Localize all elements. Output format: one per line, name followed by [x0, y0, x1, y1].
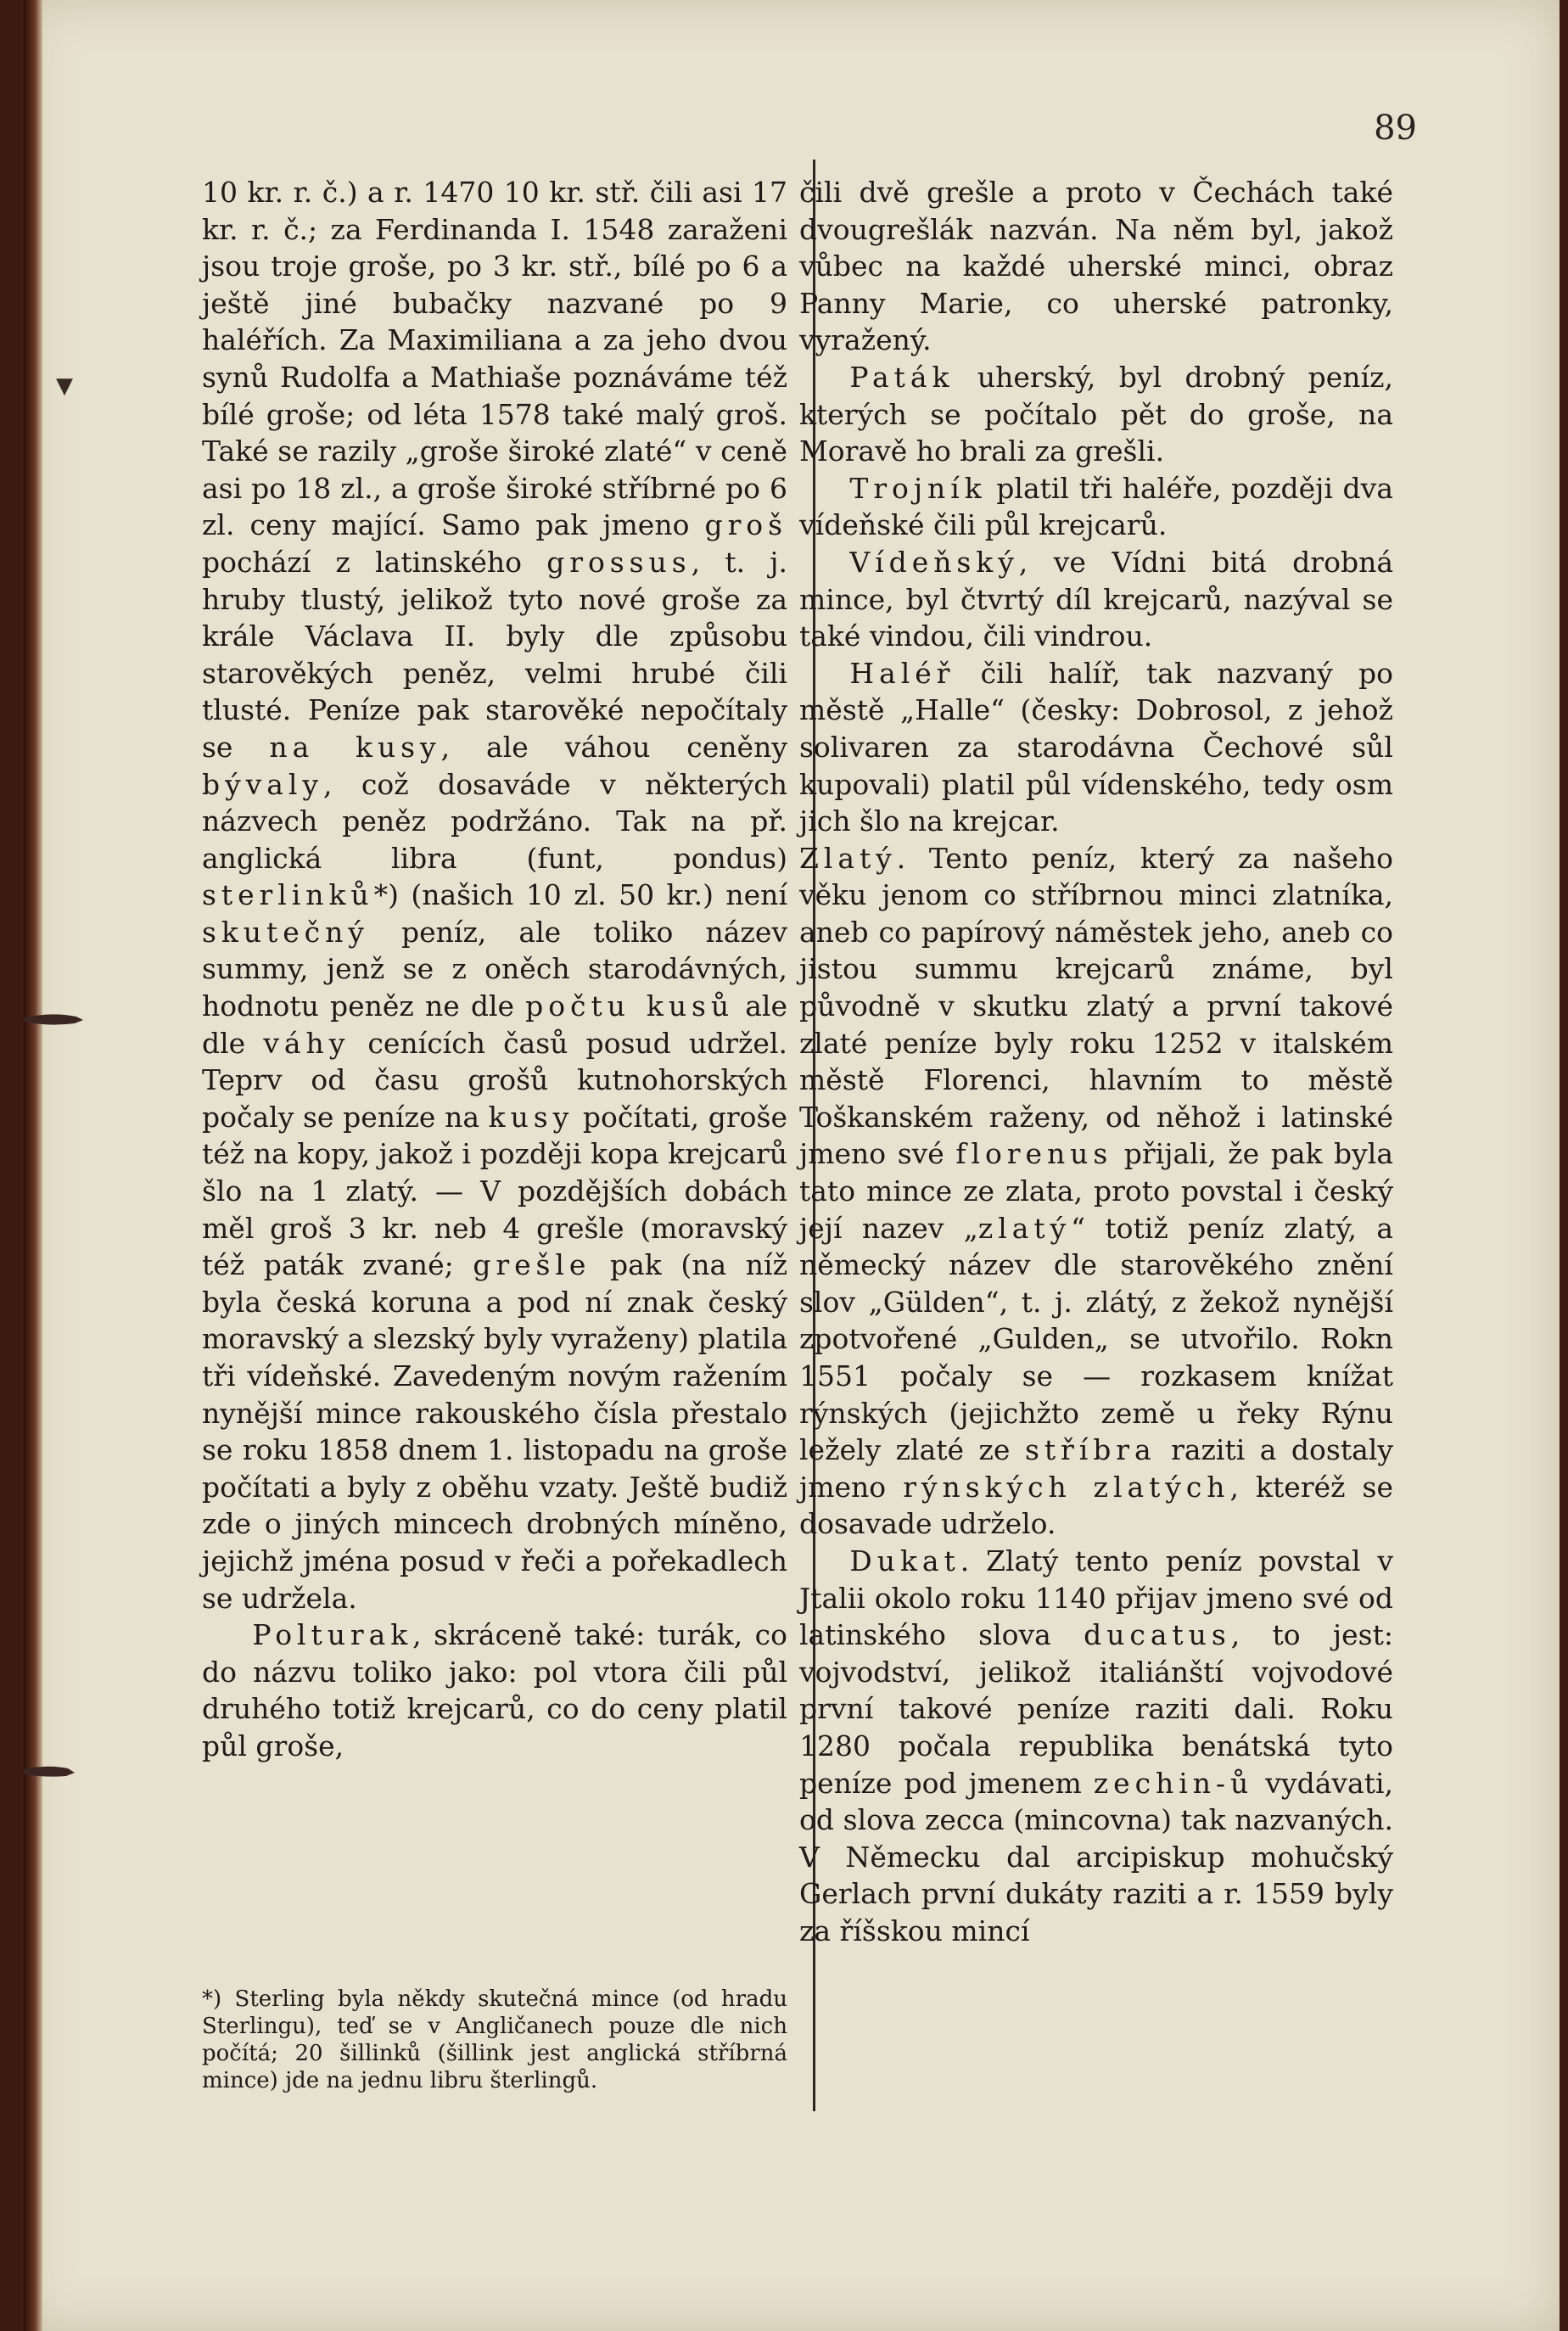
text-run: , t. j. hruby tlustý, jelikož tyto nové groše za krále Václava II. byly dle způsobu starověkých peněz, velmi hrubé čili tlusté. Peníze pak starověké nepočítaly se — [202, 545, 787, 764]
spaced-term: rýnských zlatých — [903, 1470, 1230, 1504]
text-run: , ve Vídni bitá drobná mince, byl čtvrtý díl krejcarů, nazýval se také vindou, čili vindrou. — [799, 545, 1393, 653]
text-run: . Tento peníz, který za našeho věku jenom co stříbrnou minci zlatníka, aneb co papírový náměstek jeho, aneb co jistou summu krejcarů známe, byl původně v skutku zlatý a první takové zlaté peníze byly roku 1252 v italském městě Florenci, hlavním to městě Toškanském raženy, od něhož i latinské jmeno své — [799, 841, 1393, 1171]
text-run: . Zlatý tento peníz povstal v Jtalii okolo roku 1140 přijav jmeno své od latinského slova — [799, 1544, 1393, 1652]
text-run: počítati, groše též na kopy, jakož i později kopa krejcarů šlo na 1 zlatý. — V pozdějších dobách měl groš 3 kr. neb 4 grešle (moravský též paták zvané; — [202, 1100, 787, 1282]
text-run: pak (na níž byla česká koruna a pod ní znak český moravský a slezský byly vyraženy) platila tři vídeňské. Zavedeným novým ražením nynější mince rakouského čísla přestalo se roku 1858 dnem 1. listopadu na groše počítati a byly z oběhu vzaty. Ještě budiž zde o jiných mincech drobných míněno, jejichž jména posud v řeči a pořekadlech se udržela. — [202, 1248, 787, 1615]
text-run: čili halíř, tak nazvaný po městě „Halle“ (česky: Dobrosol, z jehož solivaren za starodávna Čechové sůl kupovali) platil půl vídenského, tedy osm jich šlo na krejcar. — [799, 656, 1393, 838]
paragraph — [799, 470, 1393, 544]
spaced-term: skutečný — [202, 915, 369, 949]
page-edge-mark — [24, 1010, 83, 1028]
spaced-term: Vídeňský — [849, 545, 1019, 579]
paragraph — [799, 840, 1393, 1543]
spaced-term: na kusy — [269, 730, 441, 764]
spaced-term: Paták — [849, 360, 955, 394]
spaced-term: Zlatý — [799, 841, 897, 875]
text-run: platil tři haléře, později dva vídeňské čili půl krejcarů. — [799, 471, 1393, 542]
paragraph — [799, 359, 1393, 470]
spaced-term: ducatus — [1084, 1618, 1231, 1652]
page-edge-mark — [24, 1761, 75, 1781]
spaced-term: grossus — [546, 545, 692, 579]
paragraph — [799, 1543, 1393, 1950]
text-run: *) (našich 10 zl. 50 kr.) není — [373, 878, 787, 912]
paragraph — [202, 174, 787, 1617]
spaced-term: počtu kusů — [525, 989, 735, 1023]
paragraph — [799, 174, 1393, 359]
book-page — [24, 0, 1560, 2331]
paragraph — [799, 655, 1393, 840]
text-run: vydávati, od slova zecca (mincovna) tak nazvaných. V Německu dal arcipiskup mohučský Gerlach první dukáty raziti a r. 1559 byly za říšskou mincí — [799, 1766, 1393, 1947]
page-number: 89 — [1374, 109, 1417, 148]
text-run: , skráceně také: turák, co do názvu toliko jako: pol vtora čili půl druhého totiž krejcarů, co do ceny platil půl groše, — [202, 1618, 787, 1762]
text-run: uherský, byl drobný peníz, kterých se počítalo pět do groše, na Moravě ho brali za grešli. — [799, 360, 1393, 468]
spaced-term: sterlinků — [202, 878, 374, 912]
right-text-column — [799, 174, 1393, 1950]
spaced-term: grešle — [473, 1248, 591, 1282]
spaced-term: zlatý — [977, 1211, 1072, 1245]
text-run: pochází z latinského — [202, 545, 547, 579]
text-run: přijali, že pak byla tato mince ze zlata, proto povstal i český její nazev „ — [799, 1137, 1394, 1245]
text-run: raziti a dostaly jmeno — [799, 1433, 1393, 1504]
spaced-term: Haléř — [849, 656, 955, 690]
spaced-term: zechin-ů — [1093, 1766, 1254, 1800]
spaced-term: kusy — [488, 1100, 574, 1134]
spaced-term: Polturak — [252, 1618, 413, 1652]
text-run: , což dosaváde v některých názvech peněz podržáno. Tak na př. anglická libra (funt, pondus) — [202, 767, 787, 875]
text-run: 10 kr. r. č.) a r. 1470 10 kr. stř. čili asi 17 kr. r. č.; za Ferdinanda I. 1548 zaraženi jsou troje groše, po 3 kr. stř., bílé po 6 a ještě jiné bubačky nazvané po 9 haléřích. Za Maximiliana a za jeho dvou synů Rudolfa a Mathiaše poznáváme též bílé groše; od léta 1578 také malý groš. Také se razily „groše široké zlaté“ v ceně asi po 18 zl., a groše široké stříbrné po 6 zl. ceny mající. Samo pak jmeno — [202, 176, 787, 542]
spaced-term: bývaly — [202, 767, 323, 801]
spaced-term: Dukat — [849, 1544, 960, 1577]
margin-triangle-mark: ▼ — [56, 373, 73, 399]
text-run: ale dle — [202, 989, 788, 1060]
book-spine-shadow — [24, 0, 42, 2331]
paragraph — [202, 1617, 787, 1764]
text-run: “ totiž peníz zlatý, a německý název dle starověkého znění slov „Gülden“, t. j. zlátý, z žekož nynější zpotvořené „Gulden„ se utvořilo. Rokn 1551 počaly se — rozkasem knížat rýnských (jejichžto země u řeky Rýnu ležely zlaté ze — [799, 1211, 1393, 1467]
spaced-term: stříbra — [1024, 1433, 1156, 1467]
text-run: čili dvě grešle a proto v Čechách také dvougrešlák nazván. Na něm byl, jakož vůbec na každé uherské minci, obraz Panny Marie, co uherské patronky, vyražený. — [799, 176, 1393, 357]
text-run: , to jest: vojvodství, jelikož italiánští vojvodové první takové peníze raziti dali. Roku 1280 počala republika benátská tyto peníze pod jmenem — [799, 1618, 1393, 1800]
text-run: , kteréž se dosavade udrželo. — [799, 1470, 1393, 1541]
spaced-term: váhy — [263, 1026, 350, 1060]
text-run: peníz, ale toliko název summy, jenž se z oněch starodávných, hodnotu peněz ne dle — [202, 915, 787, 1023]
spaced-term: Trojník — [849, 471, 987, 505]
spaced-term: florenus — [955, 1137, 1113, 1171]
footnote: *) Sterling byla někdy skutečná mince (od hradu Sterlingu), teď se v Angličanech pouze dle nich počítá; 20 šillinků (šillink jest anglická stříbrná mince) jde na jednu libru šterlingů. — [202, 1986, 787, 2093]
text-run: cenících časů posud udržel. Teprv od času grošů kutnohorských počaly se peníze na — [202, 1026, 788, 1134]
text-run: , ale váhou ceněny — [440, 730, 787, 764]
paragraph — [799, 544, 1393, 655]
spaced-term: groš — [704, 508, 787, 542]
left-text-column — [202, 174, 787, 1765]
